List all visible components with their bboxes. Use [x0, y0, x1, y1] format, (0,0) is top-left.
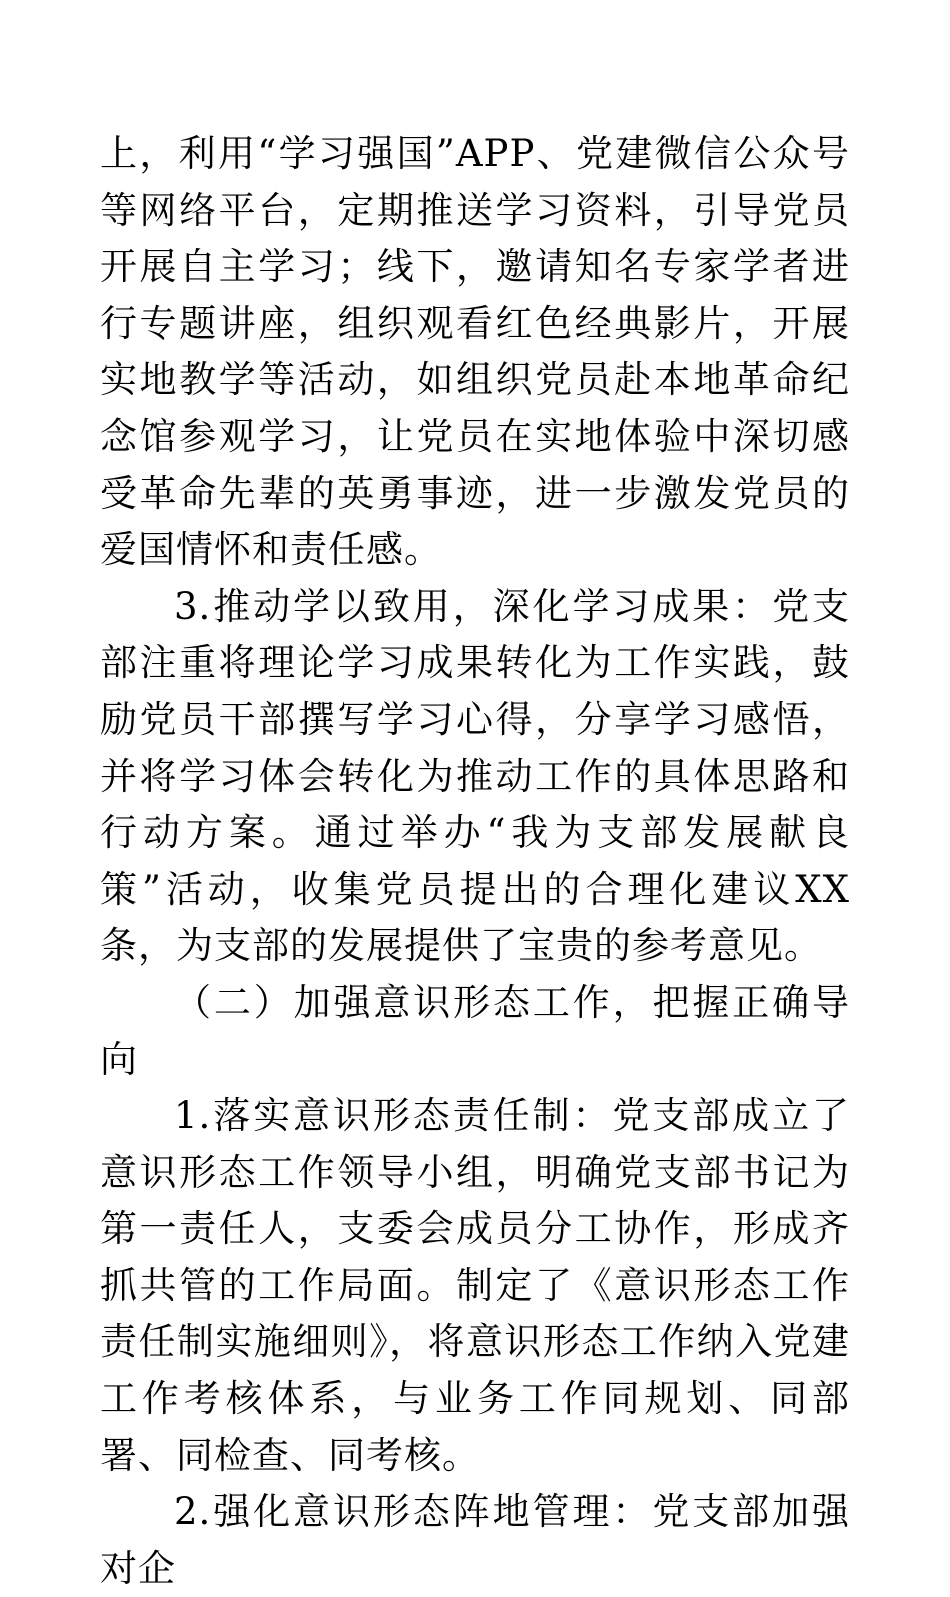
paragraph-position-management: 2.强化意识形态阵地管理：党支部加强对企: [100, 1490, 850, 1590]
document-body: [100, 126, 850, 1597]
paragraph-responsibility-system: 1.落实意识形态责任制：党支部成立了意识形态工作领导小组，明确党支部书记为第一责任人，支委会成员分工协作，形成齐抓共管的工作局面。制定了《意识形态工作责任制实施细则》，将意识形态工作纳入党建工作考核体系，与业务工作同规划、同部署、同检查、同考核。: [100, 1094, 850, 1477]
section-heading-ideology: （二）加强意识形态工作，把握正确导向: [100, 980, 850, 1081]
paragraph-study-results: 3.推动学以致用，深化学习成果：党支部注重将理论学习成果转化为工作实践，鼓励党员干部撰写学习心得，分享学习感悟，并将学习体会转化为推动工作的具体思路和行动方案。通过举办“我为支部发展献良策”活动，收集党员提出的合理化建议XX条，为支部的发展提供了宝贵的参考意见。: [100, 584, 850, 968]
paragraph-continued: 上，利用“学习强国”APP、党建微信公众号等网络平台，定期推送学习资料，引导党员开展自主学习；线下，邀请知名专家学者进行专题讲座，组织观看红色经典影片，开展实地教学等活动，如组织党员赴本地革命纪念馆参观学习，让党员在实地体验中深切感受革命先辈的英勇事迹，进一步激发党员的爱国情怀和责任感。: [100, 132, 850, 572]
